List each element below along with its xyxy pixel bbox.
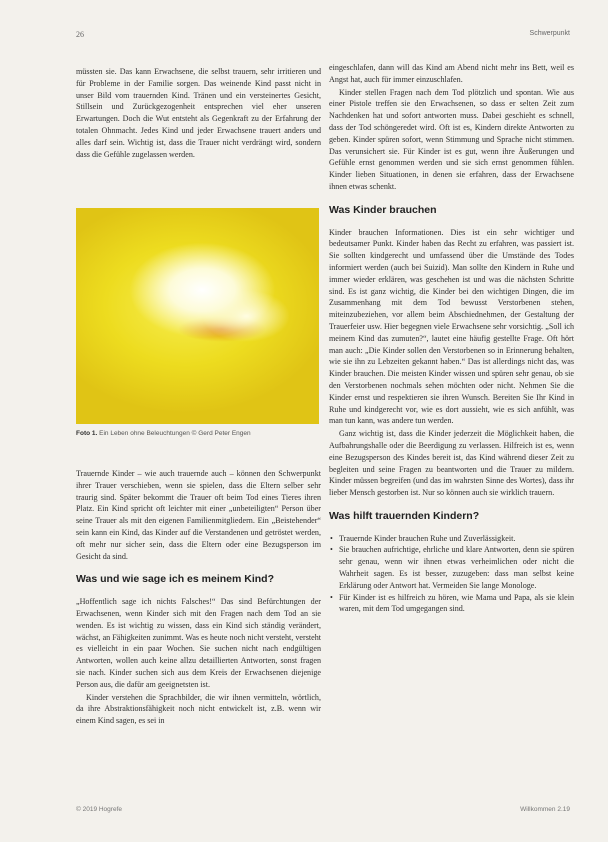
right-column bbox=[329, 62, 574, 615]
footer-copyright: © 2019 Hogrefe bbox=[76, 806, 122, 813]
left-column-top bbox=[76, 66, 321, 161]
list-item: • Sie brauchen aufrichtige, ehrliche und klare Antworten, denn sie spüren sehr genau, wenn wir ihnen etwas verheimlichen oder nicht die Wahrheit sagen. Es ist besser, zuzugeben: dass man selbst keine Erklärung oder Antwort hat. Vermeiden Sie lange Monologe. bbox=[329, 544, 574, 591]
section-heading: Was und wie sage ich es meinem Kind? bbox=[76, 573, 274, 586]
paragraph: Trauernde Kinder – wie auch trauernde auch – können den Schwerpunkt ihrer Trauer verschieben, wenn sie spielen, dass die Eltern selber sehr traurig sind. Später bekommt die Trauer oft beim Tod eines Tieres ihren Platz. Ein Kind spricht oft leichter mit einer „unbeteiligten“ Person über seine Trauer als mit den eigenen Familienmitgliedern. Ein „Beistehender“ sein kann ein Kind, das Kinder auf die Verstandenen und getröstet werden, oft mehr nur sicher sein, dass die Eltern oder eine Bezugsperson im Gesicht da sind. bbox=[76, 469, 321, 561]
left-column-bottom bbox=[76, 468, 321, 728]
paragraph: Kinder brauchen Informationen. Dies ist ein sehr wichtiger und bedeutsamer Punkt. Kinder haben das Recht zu erfahren, was passiert ist. Sie sollten kindgerecht und umfassend über die Umstände des Todes informiert werden (auch bei Suizid). Man sollte den Kindern in Ruhe und immer wieder erklären, was geschehen ist und was die nächsten Schritte sind. Es ist ganz wichtig, die Kinder bei den wichtigen Dingen, die im Zusammenhang mit dem Tod bewusst Verstorbenen stehen, miteinzubeziehen, vor allem beim Abschiednehmen, der Gestaltung der Trauerfeier usw. Hier begegnen viele Erwachsene sehr vorsichtig. „Soll ich meinem Kind das zumuten?“, lautet eine häufig gestellte Frage. Oft hört man auch: „Die Kinder sollen den Verstorbenen so in Erinnerung behalten, wie sie ihn zu Lebzeiten gekannt haben.“ Das ist allerdings nicht das, was Kinder brauchen. Die meisten Kinder wissen und spüren sehr genau, ob sie den Verstorbenen nochmals sehen möchten oder nicht. Nehmen Sie die Kinder ernst und respektieren sie ihren Wunsch. Bereiten Sie Ihr Kind in Ruhe und kindgerecht vor, wie es dort aussieht, wie es sich anfühlt, was man tun kann, was andere tun werden. bbox=[329, 227, 574, 426]
section-heading: Was hilft trauernden Kindern? bbox=[329, 509, 480, 522]
running-head: Schwerpunkt bbox=[529, 30, 570, 37]
list-item: • Trauernde Kinder brauchen Ruhe und Zuverlässigkeit. bbox=[329, 533, 574, 545]
figure-caption-label: Foto 1. bbox=[76, 430, 98, 437]
footer-issue: Willkommen 2.19 bbox=[520, 806, 570, 813]
figure-caption-text: Ein Leben ohne Beleuchtungen © Gerd Peter Engen bbox=[99, 430, 251, 437]
figure-caption bbox=[76, 430, 321, 437]
list-item: • Für Kinder ist es hilfreich zu hören, wie Mama und Papa, als sie klein waren, mit dem Tod umgegangen sind. bbox=[329, 592, 574, 616]
bullet-list bbox=[329, 533, 574, 616]
paragraph: „Hoffentlich sage ich nichts Falsches!“ Das sind Befürchtungen der Erwachsenen, wenn Kinder sich mit den Fragen nach dem Tod an sie wenden. Es ist wichtig zu wissen, dass ein Kind sich ständig verändert, wächst, an Fähigkeiten zunimmt. Was es heute noch nicht versteht, versteht es vielleicht in ein paar Wochen. Sie suchen nicht nach endgültigen Antworten, wollen auch keine allzu detaillierten Antworten, sonst fragen sie nach. Kinder suchen sich aus dem Kreis der Erwachsenen diejenige Person aus, die dafür am geeignetsten ist. bbox=[76, 597, 321, 689]
paragraph: Kinder verstehen die Sprachbilder, die wir ihnen vermitteln, wörtlich, da ihre Abstraktionsfähigkeit noch nicht entwickelt ist, z.B. wenn wir einem Kind sagen, es sei in bbox=[76, 692, 321, 726]
paragraph: müssten sie. Das kann Erwachsene, die selbst trauern, sehr irritieren und für Probleme in der Familie sorgen. Das weinende Kind passt nicht in unser Bild vom trauernden Kind. Tränen und ein versteinertes Gesicht, Stillsein und Zurückgezogenheit entsprechen viel eher unseren Erwartungen. Doch die Wut entsteht als Gegenkraft zu der Erfahrung der totalen Ohnmacht. Jedes Kind und jeder Erwachsene trauert anders und alles darf sein. Wichtig ist, dass die Trauer nicht verdrängt wird, sondern dass die Gefühle zugelassen werden. bbox=[76, 67, 321, 159]
paragraph: Kinder stellen Fragen nach dem Tod plötzlich und spontan. Wie aus einer Pistole treffen sie den Erwachsenen, so dass er selten Zeit zum Nachdenken hat und sofort antworten muss. Dabei geschieht es schnell, dass der Tod schöngeredet wird. Oft ist es, Kindern direkte Antworten zu geben. Kinder spüren sofort, wenn Stimmung und Sprache nicht stimmen. Das verunsichert sie. Für Kinder ist es gut, wenn ihre Äußerungen und Gefühle ernst genommen werden und sie sich ernst genommen fühlen. Kinder lieben Situationen, in denen sie erfahren, dass der Erwachsene ihnen etwas schenkt. bbox=[329, 87, 574, 191]
paragraph: Ganz wichtig ist, dass die Kinder jederzeit die Möglichkeit haben, die Aufbahrungshalle oder die Beerdigung zu verlassen. Hilfreich ist es, wenn eine Bezugsperson des Kindes bereit ist, das Kind während dieser Zeit zu begleiten und seine Fragen zu beantworten und die Trauer zu mildern. Kinder müssen begreifen (und das im wahrsten Sinne des Wortes), dass ihr lieber Mensch gestorben ist. Nur so können auch sie wirklich trauern. bbox=[329, 429, 574, 498]
paragraph: eingeschlafen, dann will das Kind am Abend nicht mehr ins Bett, weil es Angst hat, auch für immer einzuschlafen. bbox=[329, 63, 574, 84]
section-heading: Was Kinder brauchen bbox=[329, 203, 437, 216]
flower-photo bbox=[76, 208, 319, 424]
page-number: 26 bbox=[76, 30, 84, 39]
